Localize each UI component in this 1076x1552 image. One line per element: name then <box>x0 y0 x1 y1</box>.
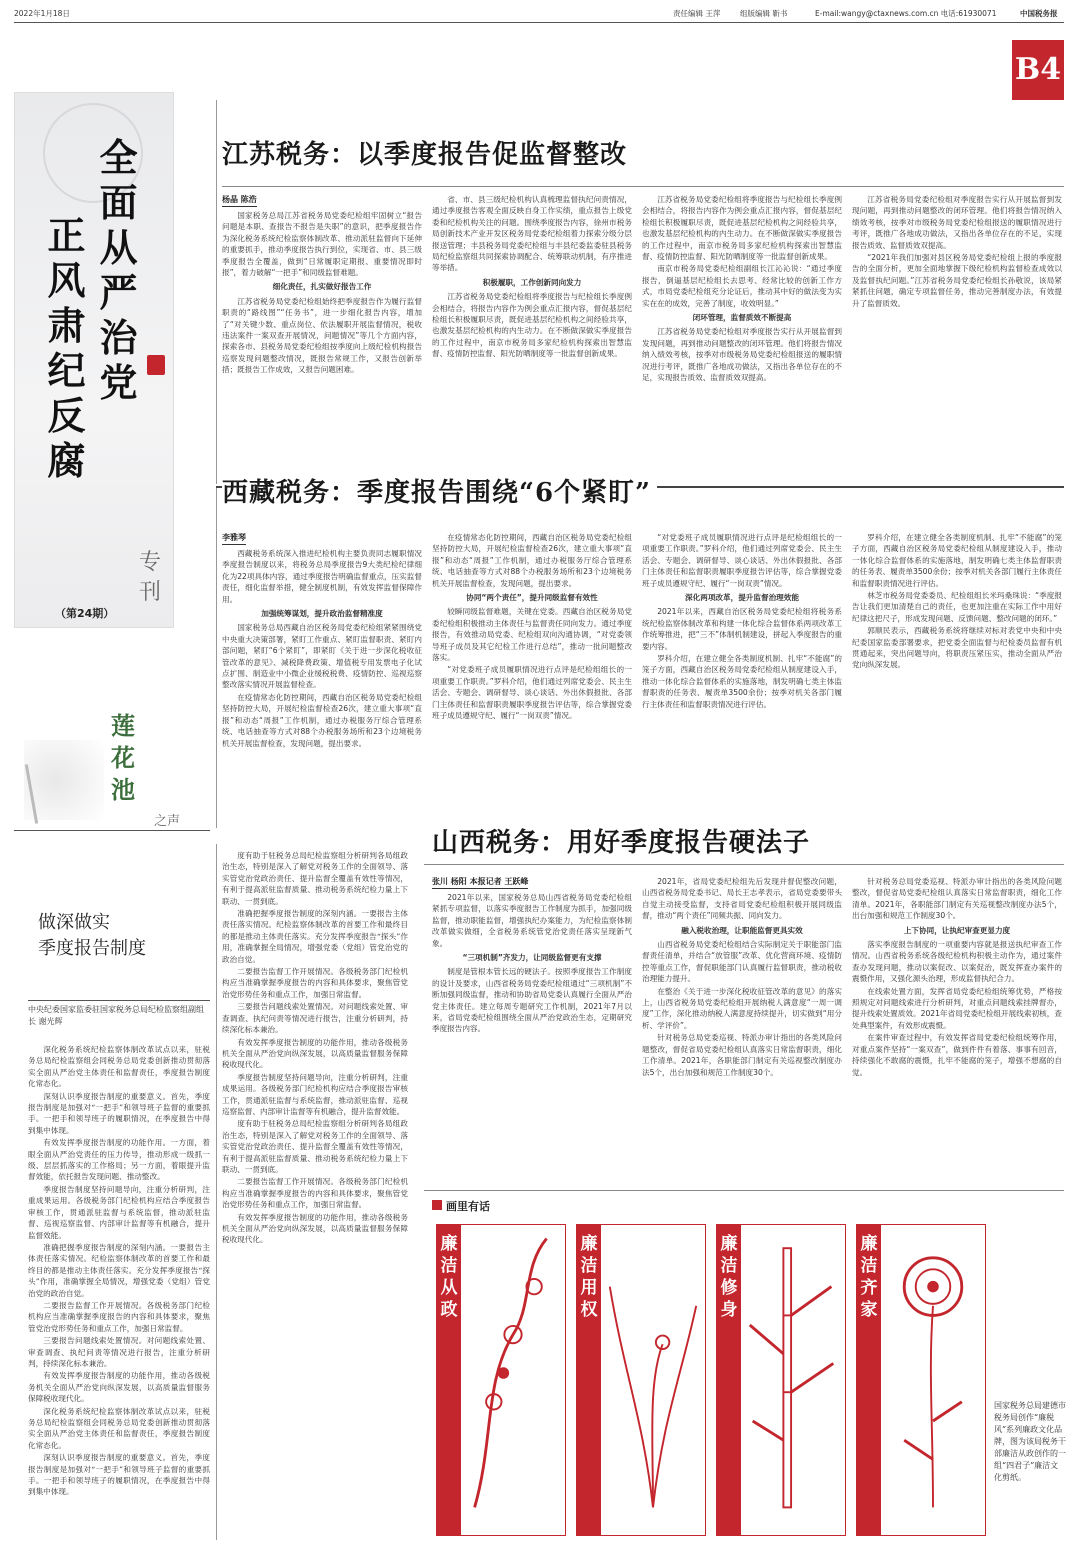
commentary-col2 <box>222 850 408 1540</box>
article-paragraph: 针对税务总局党委巡视、特派办审计指出的各类风险问题整改，督促省局党委纪检组认真落实日常监督职责，细化工作清单。2021年，各职能部门制定有关巡视整改制度办法5个，出台加强和规范工作制度30个。 <box>852 877 1062 921</box>
papercut-2-text: 廉洁用权 <box>580 1234 598 1320</box>
tibet-subhead-2: 协同“两个责任”，提升同级监督有效性 <box>466 593 598 603</box>
article-paragraph: 郭顺民表示，西藏税务系统将继续对标对表党中央和中央纪委国家监委部署要求，把党委全面监督与纪检委员监督有机贯通起来，突出问题导向，将职责压紧压实，推动全面从严治党向纵深发展。 <box>852 626 1062 670</box>
commentary-paragraph: 二要报告监督工作开展情况。各级税务部门纪检机构应当准确掌握季度报告的内容和具体要求，聚焦管党治党形势任务和重点工作，加强日常监督。 <box>222 967 408 999</box>
article-paragraph: 在案件审查过程中，有效发挥省局党委纪检组统筹作用，对重点案件坚持“一案双查”，做到件件有着落、事事有回音，持续强化不敢腐的震慑，扎牢不能腐的笼子，增强不想腐的自觉。 <box>852 1033 1062 1077</box>
jiangsu-headline: 江苏税务：以季度报告促监督整改 <box>222 140 628 170</box>
seal-stamp <box>147 355 165 375</box>
commentary-col1 <box>28 1044 210 1540</box>
jiangsu-byline: 杨晶 陈浩 <box>222 194 257 207</box>
tibet-subhead-3: 深化两项改革，提升监督治理效能 <box>685 593 799 603</box>
bamboo-icon <box>745 1229 841 1517</box>
orchid-icon <box>605 1229 701 1517</box>
page-number-badge: B4 <box>1012 40 1064 100</box>
article-paragraph: 罗科介绍，在建立健全各类制度机制、扎牢“不能腐”的笼子方面，西藏自治区税务局党委纪检组从制度建设入手，推动一体化综合监督体系的实施落地，制发明确七类主体监督职责的任务表、履责单3500余份；按季对机关各部门履行主体责任和监督职责情况进行评估。 <box>852 533 1062 588</box>
jiangsu-subhead-1: 细化责任，扎实做好报告工作 <box>272 282 372 292</box>
jiangsu-col3 <box>642 194 842 482</box>
article-paragraph: 罗科介绍，在建立健全各类制度机制、扎牢“不能腐”的笼子方面，西藏自治区税务局党委纪检组从制度建设入手，推动一体化综合监督体系的实施落地，制发明确七类主体监督职责的任务表、履责单3500余份；按季对机关各部门履行主体责任和监督职责情况进行评估。 <box>642 654 842 709</box>
commentary-paragraph: 有效发挥季度报告制度的功能作用。一方面，着眼全面从严治党责任的压力传导，推动形成一级抓一级、层层抓落实的工作格局；另一方面，着眼提升监督效能，依托报告发现问题、推动整改。 <box>28 1138 210 1182</box>
article-paragraph: 国家税务总局西藏自治区税务局党委纪检组紧紧围绕党中央重大决策部署，紧盯工作重点、紧盯监督职责、紧盯内部问题，紧盯“6个紧盯”，即紧盯《关于进一步深化税收征管改革的意见》、减税降费政策、增值税专用发票电子化试点扩围、制造业中小微企业缓税税费、疫情防控、巡视巡察整改落实情况开展监督检查。 <box>222 623 422 690</box>
article-paragraph: 在线索处置方面，发挥省局党委纪检组统筹优势，严格按照规定对问题线索进行分析研判，对重点问题线索挂牌督办，提升线索处置质效。2021年省局党委纪检组开展线索初核，查处典型案件，有效形成震慑。 <box>852 986 1062 1030</box>
article-paragraph: 制度是管根本管长远的硬法子。按照季度报告工作制度的设计及要求，山西省税务局党委纪检组通过“三项机制”不断加强同级监督，推动和协助省局党委认真履行全面从严治党主体责任。建立每周专题研究工作机制，2021年7月以来，省局党委纪检组围绕全面从严治党政治生态，定期研究季度报告内容。 <box>432 967 632 1034</box>
article-paragraph: 林芝市税务局党委委员、纪检组组长米玛桑珠说：“季度报告让我们更加清楚自己的责任，也更加注重在实际工作中用好纪律这把尺子，形成发现问题、反馈问题、整改问题的闭环。” <box>852 591 1062 623</box>
special-issue: （第24期） <box>55 607 115 620</box>
lianhua-suffix: 之声 <box>154 814 181 829</box>
article-paragraph: “对党委班子成员履职情况进行点评是纪检组组长的一项重要工作职责。”罗科介绍，他们通过列席党委会、民主生活会、专题会、调研督导、谈心谈话、外出休假报批、各部门主体责任和监督职责履职季度报告评估等，综合掌握党委班子成员遵规守纪、履行“一岗双责”情况。 <box>642 533 842 588</box>
article-paragraph: “2021年我们加强对县区税务局党委纪检组上报的季度报告的全面分析，更加全面地掌握下级纪检机构监督检查成效以及监督执纪问题。”江苏省税务局党委纪检组长孙敬说，该局紧紧抓住问题，确定专项监督任务，推动完善制度办法，有效提升了监督质效。 <box>852 253 1062 308</box>
plum-blossom-icon <box>465 1229 561 1517</box>
article-paragraph: “对党委班子成员履职情况进行点评是纪检组组长的一项重要工作职责。”罗科介绍，他们通过列席党委会、民主生活会、专题会、调研督导、谈心谈话、外出休假报批、各部门主体责任和监督职责履职季度报告评估等，综合掌握党委班子成员遵规守纪、履行“一岗双责”情况。 <box>432 665 632 721</box>
commentary-paragraph: 准确把握季度报告制度的深刻内涵。一要报告主体责任落实情况。纪检监察体制改革的首要工作和最终目的都是推动主体责任落实。充分发挥季度报告“探头”作用，准确掌握全局情况，增强党委（党组）管党治党的政治自觉。 <box>222 909 408 964</box>
header-date: 2022年1月18日 <box>14 9 70 18</box>
article-paragraph: 在疫情常态化防控期间，西藏自治区税务局党委纪检组坚持防控大局，开展纪检监督检查26次，建立重大事项“直报”和动态“周报”工作机制，通过办税服务厅综合管理系统、电话抽查等方式对88个办税服务场所和23个边境税务机关开展监督检查，发现问题，提出要求。 <box>432 533 632 588</box>
jiangsu-col4 <box>852 194 1062 482</box>
header-layout: 组版编辑 靳书 <box>740 9 788 18</box>
commentary-paragraph: 季度报告制度坚持问题导向，注重分析研判，注重成果运用。各级税务部门纪检机构应结合季度报告审核工作，贯通派驻监督与系统监督，推动派驻监督、巡视巡察监督、内部审计监督等有机融合，提升监督效能。 <box>28 1184 210 1240</box>
tibet-headline: 西藏税务：季度报告围绕“6个紧盯” <box>222 476 657 510</box>
shanxi-col3 <box>852 876 1062 1182</box>
papercut-4-text: 廉洁齐家 <box>860 1234 878 1320</box>
commentary-paragraph: 二要报告监督工作开展情况。各级税务部门纪检机构应当准确掌握季度报告的内容和具体要求，聚焦管党治党形势任务和重点工作，加强日常监督。 <box>222 1177 408 1210</box>
special-banner <box>14 92 174 628</box>
article-paragraph: 江苏省税务局党委纪检组始终把季度报告作为履行监督职责的“路线图”“任务书”，进一步细化报告内容，增加了“对关键少数、重点岗位、依法履职开展监督情况，税收违法案件一案双查开展情况，问题情况”等几个方面内容，探索各市、县税务局党委纪检组按季度向上级纪检机构报告巡察发现问题整改情况，既报告常规工作，又报告创新举措；既报告工作成效，又报告问题困难。 <box>222 296 422 375</box>
article-paragraph: 在整治《关于进一步深化税收征管改革的意见》的落实上，山西省税务局党委纪检组开展纳税人满意度“一周一调度”工作，深化推动纳税人满意度持续提升，切实做到“用分析、学评价”。 <box>642 986 842 1030</box>
tibet-col4 <box>852 532 1062 824</box>
article-paragraph: 针对税务总局党委巡视、特派办审计指出的各类风险问题整改，督促省局党委纪检组认真落实日常监督职责，细化工作清单。2021年，各职能部门制定有关巡视整改制度办法5个，出台加强和规范工作制度30个。 <box>642 1033 842 1077</box>
article-paragraph: 落实季度报告制度的一项重要内容就是报送执纪审查工作情况。山西省税务系统各级纪检机构积极主动作为，通过案件查办发现问题，推动以案促改、以案促治，既发挥查办案件的震慑作用，又强化源头治理，形成监督执纪合力。 <box>852 940 1062 984</box>
article-paragraph: 江苏省税务局党委纪检组将季度报告与纪检组长季度例会相结合，将报告内容作为例会重点汇报内容，督促基层纪检组长积极履职尽责，既促进基层纪检机构之间经验共享，也激发基层纪检机构的内生动力。在不断做深做实季度报告的工作过程中，南京市税务局多家纪检机构探索出智慧监督、疫情防控监督、阳光防晒制度等一批监督创新成果。 <box>432 292 632 359</box>
commentary-paragraph: 有效发挥季度报告制度的功能作用，推动各级税务机关全面从严治党向纵深发展，以高质量监督服务保障税收现代化。 <box>222 1212 408 1245</box>
commentary-paragraph: 深刻认识季度报告制度的重要意义。首先，季度报告制度是加强对“一把手”和领导班子监督的重要抓手。一把手和领导班子的履职情况，在季度报告中得到集中体现。 <box>28 1091 210 1135</box>
commentary-paragraph: 深化税务系统纪检监察体制改革试点以来，驻税务总局纪检监察组会同税务总局党委创新推动贯彻落实全面从严治党主体责任和监督责任，季度报告制度化常态化。 <box>28 1045 210 1089</box>
article-paragraph: 2021年以来，国家税务总局山西省税务局党委纪检组紧抓专项监督，以落实季度报告工作制度为抓手，加强同级监督，推动职能监督，增强执纪办案能力，为纪检监察体制改革做实做细，全省税务系统管党治党责任落实呈现新气象。 <box>432 893 632 948</box>
article-paragraph: 较瞬同级监督难题，关键在党委。西藏自治区税务局党委纪检组积极推动主体责任与监督责任同向发力。通过季度报告，有效推动局党委、纪检组双向沟通协调，“对党委领导班子成员及其它纪检工作进行总结”，推动一批问题整改落实。 <box>432 607 632 663</box>
article-paragraph: 在疫情常态化防控期间，西藏自治区税务局党委纪检组坚持防控大局，开展纪检监督检查26次，建立重大事项“直报”和动态“周报”工作机制，通过办税服务厅综合管理系统、电话抽查等方式对88个办税服务场所和23个边境税务机关开展监督检查，发现问题，提出要求。 <box>222 692 422 748</box>
papercut-2 <box>576 1224 706 1536</box>
commentary-paragraph: 三要报告问题线索处置情况。对问题线索处置、审查调查、执纪问责等情况进行报告，注重分析研判，持续深化标本兼治。 <box>222 1002 408 1035</box>
commentary-title-line1: 做深做实 <box>38 912 110 933</box>
shanxi-subhead-1: “三项机制”齐发力，让同级监督更有支撑 <box>462 953 602 963</box>
article-paragraph: 国家税务总局江苏省税务局党委纪检组牢固树立“报告问题是本职、查报告不报告是失职”的意识，把季度报告作为深化税务系统纪检监察体制改革、推动派驻监督向下延伸的重要抓手，推动季度报告执行到位，实现省、市、县三级季度报告全覆盖，做到“日常履职定期报、重要情况即时报”，着力破解“一把手”和同级监督难题。 <box>222 211 422 278</box>
commentary-paragraph: 季度报告制度坚持问题导向，注重分析研判，注重成果运用。各级税务部门纪检机构应结合季度报告审核工作，贯通派驻监督与系统监督，推动派驻监督、巡视巡察监督、内部审计监督等有机融合，提升监督效能。 <box>222 1072 408 1116</box>
jiangsu-col1 <box>222 210 422 482</box>
jiangsu-subhead-2: 积极履职，工作创新同向发力 <box>482 277 582 287</box>
gallery-marker-icon <box>432 1200 442 1210</box>
commentary-paragraph: 深化税务系统纪检监察体制改革试点以来，驻税务总局纪检监察组会同税务总局党委创新推动贯彻落实全面从严治党主体责任和监督责任，季度报告制度化常态化。 <box>28 1406 210 1450</box>
article-paragraph: 2021年，省局党委纪检组先后发现并督促整改问题，山西省税务局党委书记、局长王志孝表示，省局党委要带头自觉主动接受监督，支持省局党委纪检组积极开展同级监督，推动“两个责任”同频共振、同向发力。 <box>642 877 842 921</box>
commentary-paragraph: 有效发挥季度报告制度的功能作用，推动各级税务机关全面从严治党向纵深发展，以高质量监督服务保障税收现代化。 <box>222 1037 408 1070</box>
lianhua-banner <box>14 700 210 832</box>
special-title-col1: 全面从严治党 <box>99 135 139 405</box>
special-label: 专刊 <box>138 550 161 605</box>
article-paragraph: 西藏税务系统深入推进纪检机构主要负责同志履职情况季度报告制度以来，将税务总局季度报告9大类纪检纪律细化为22项具体内容，通过季度报告明确监督重点，压实监督责任，细化监督举措，健全制度机制，有效发挥监督保障作用。 <box>222 549 422 604</box>
commentary-title-line2: 季度报告制度 <box>38 938 146 959</box>
commentary-paragraph: 二要报告监督工作开展情况。各级税务部门纪检机构应当准确掌握季度报告的内容和具体要求，聚焦管党治党形势任务和重点工作，加强日常监督。 <box>28 1300 210 1333</box>
papercut-1 <box>436 1224 566 1536</box>
commentary-paragraph: 度有助于驻税务总局纪检监察组分析研判各局组政治生态，特别是深入了解党对税务工作的全面领导、落实管党治党政治责任、提升监督全覆盖有效性等情况，有利于提高派驻监督质量、推动税务系统纪检力量上下联动、一贯到底。 <box>222 1119 408 1174</box>
article-paragraph: 南京市税务局党委纪检组副组长江沁沁说：“通过季度报告，倒逼基层纪检组长去思考、经常比较的创新工作方式，市局党委纪检组充分论证后，推动其中好的做法变为实实在在的成效，完善了制度，收效明显。” <box>642 264 842 308</box>
gallery-label: 画里有话 <box>446 1200 490 1213</box>
header-paper: 中国税务报 <box>1020 9 1058 18</box>
chrysanthemum-icon <box>885 1229 981 1517</box>
special-title-col2: 正风肃纪反腐 <box>47 213 87 483</box>
lianhua-title: 莲花池 <box>111 711 135 804</box>
jiangsu-subhead-3: 闭环管理，监督质效不断提高 <box>692 313 792 323</box>
article-paragraph: 江苏省税务局党委纪检组对季度报告实行从开展监督到发现问题，再到推动问题整改的闭环管理。他们将报告情况纳入绩效考核，按季对市级税务局党委纪检组报送的履职情况进行考评，既推广各地成功做法，又指出各单位存在的不足，实现报告质效、监督质效双提高。 <box>852 195 1062 250</box>
tibet-col3 <box>642 532 842 824</box>
tibet-col1 <box>222 548 422 824</box>
commentary-paragraph: 准确把握季度报告制度的深刻内涵。一要报告主体责任落实情况。纪检监察体制改革的首要工作和最终目的都是推动主体责任落实。充分发挥季度报告“探头”作用，准确掌握全局情况，增强党委（党组）管党治党的政治自觉。 <box>28 1242 210 1298</box>
shanxi-col1 <box>432 892 632 1182</box>
papercut-3 <box>716 1224 846 1536</box>
shanxi-col2 <box>642 876 842 1182</box>
commentary-paragraph: 度有助于驻税务总局纪检监察组分析研判各局组政治生态，特别是深入了解党对税务工作的全面领导、落实管党治党政治责任、提升监督全覆盖有效性等情况，有利于提高派驻监督质量、推动税务系统纪检力量上下联动、一贯到底。 <box>222 851 408 906</box>
tibet-byline: 李雅琴 <box>222 532 246 545</box>
shanxi-headline: 山西税务：用好季度报告硬法子 <box>432 828 811 858</box>
article-paragraph: 省、市、县三级纪检机构认真梳理监督执纪问责情况，通过季度报告客观全面反映自身工作实绩，重点报告上级党委和纪检机构关注的问题。围绕季度报告内容，徐州市税务局创新技术产业开发区税务局党委纪检组着力探索分级分层报送管理；丰县税务局党委纪检组与丰县纪委监委驻县税务局纪检监察组共同探索协调配合、统筹联动机制，有序推进等举措。 <box>432 195 632 273</box>
header-editor: 责任编辑 王萍 <box>673 9 721 18</box>
shanxi-subhead-2: 融入税收治理，让职能监督更具实效 <box>681 925 803 935</box>
shanxi-subhead-3: 上下协同，让执纪审查更显力度 <box>903 925 1011 935</box>
papercut-4 <box>856 1224 986 1536</box>
commentary-paragraph: 深刻认识季度报告制度的重要意义。首先，季度报告制度是加强对“一把手”和领导班子监督的重要抓手。一把手和领导班子的履职情况，在季度报告中得到集中体现。 <box>28 1453 210 1497</box>
papercut-1-text: 廉洁从政 <box>440 1234 458 1320</box>
article-paragraph: 2021年以来，西藏自治区税务局党委纪检组将税务系统纪检监察体制改革和构建一体化综合监督体系两项改革工作统筹推进，把“三不”体制机制建设，拼起入季度报告的重要内容。 <box>642 607 842 651</box>
tibet-col2 <box>432 532 632 824</box>
tibet-subhead-1: 加强统筹谋划，提升政治监督精准度 <box>261 609 383 619</box>
article-paragraph: 山西省税务局党委纪检组结合实际制定关于职能部门监督责任清单，并结合“放管服”改革、优化营商环境、疫情防控等重点工作，督促职能部门认真履行监督职责，推动税收治理能力提升。 <box>642 940 842 984</box>
article-paragraph: 江苏省税务局党委纪检组对季度报告实行从开展监督到发现问题，再到推动问题整改的闭环管理。他们将报告情况纳入绩效考核，按季对市级税务局党委纪检组报送的履职情况进行考评，既推广各地成功做法，又指出各单位存在的不足，实现报告质效、监督质效双提高。 <box>642 327 842 383</box>
article-paragraph: 江苏省税务局党委纪检组将季度报告与纪检组长季度例会相结合，将报告内容作为例会重点汇报内容，督促基层纪检组长积极履职尽责，既促进基层纪检机构之间经验共享，也激发基层纪检机构的内生动力。在不断做深做实季度报告的工作过程中，南京市税务局多家纪检机构探索出智慧监督、疫情防控监督、阳光防晒制度等一批监督创新成果。 <box>642 195 842 262</box>
shanxi-byline: 张川 杨阳 本报记者 王跃峰 <box>432 876 528 889</box>
commentary-paragraph: 有效发挥季度报告制度的功能作用，推动各级税务机关全面从严治党向纵深发展，以高质量监督服务保障税收现代化。 <box>28 1371 210 1404</box>
papercut-3-text: 廉洁修身 <box>720 1234 738 1320</box>
commentary-paragraph: 三要报告问题线索处置情况。对问题线索处置、审查调查、执纪问责等情况进行报告，注重分析研判，持续深化标本兼治。 <box>28 1336 210 1368</box>
jiangsu-col2 <box>432 194 632 482</box>
header-contact: E-mail:wangy@ctaxnews.com.cn 电话:61930071 <box>815 9 997 18</box>
gallery-caption: 国家税务总局建德市税务局创作“廉税风”系列廉政文化品牌，图为该局税务干部廉洁从政创作的一组“四君子”廉洁文化剪纸。 <box>994 1401 1066 1482</box>
commentary-author: 中央纪委国家监委驻国家税务总局纪检监察组副组长 谢光辉 <box>28 1005 204 1026</box>
